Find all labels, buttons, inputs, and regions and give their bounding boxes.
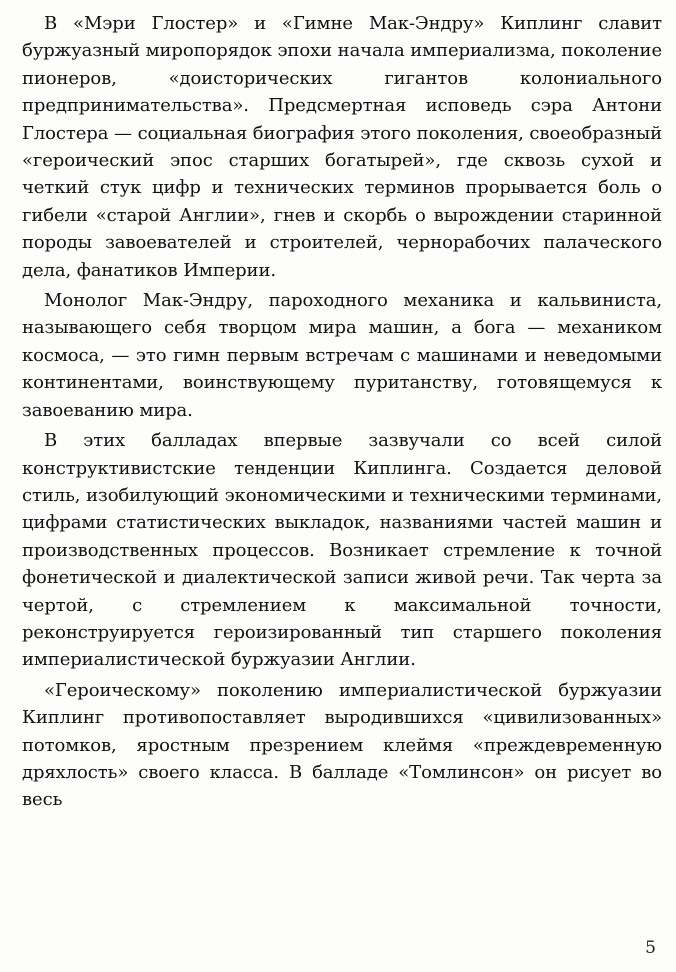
page-number: 5	[645, 938, 656, 958]
paragraph-3: В этих балладах впервые зазвучали со всей силой конструктивистские тенденции Киплинга. Создается деловой стиль, изобилующий экономическими и техническими терминами, цифрами статистических выкладок, названиями частей машин и производственных процессов. Возникает стремление к точной фонетической и диалектической записи живой речи. Так черта за чертой, с стремлением к максимальной точности, реконструируется героизированный тип старшего поколения империалистической буржуазии Англии.	[22, 430, 662, 671]
body-text	[22, 10, 662, 814]
paragraph-1: В «Мэри Глостер» и «Гимне Мак-Эндру» Киплинг славит буржуазный миропорядок эпохи начала империализма, поколение пионеров, «доисторических гигантов колониального предпринимательства». Предсмертная исповедь сэра Антони Глостера — социальная биография этого поколения, своеобразный «героический эпос старших богатырей», где сквозь сухой и четкий стук цифр и технических терминов прорывается боль о гибели «старой Англии», гнев и скорбь о вырождении старинной породы завоевателей и строителей, чернорабочих палаческого дела, фанатиков Империи.	[22, 13, 662, 281]
paragraph-4: «Героическому» поколению империалистической буржуазии Киплинг противопоставляет выродившихся «цивилизованных» потомков, яростным презрением клеймя «преждевременную дряхлость» своего класса. В балладе «Томлинсон» он рисует во весь	[22, 679, 662, 811]
paragraph-2: Монолог Мак-Эндру, пароходного механика и кальвиниста, называющего себя творцом мира машин, а бога — механиком космоса, — это гимн первым встречам с машинами и неведомыми континентами, воинствующему пуританству, готовящемуся к завоеванию мира.	[22, 290, 662, 421]
